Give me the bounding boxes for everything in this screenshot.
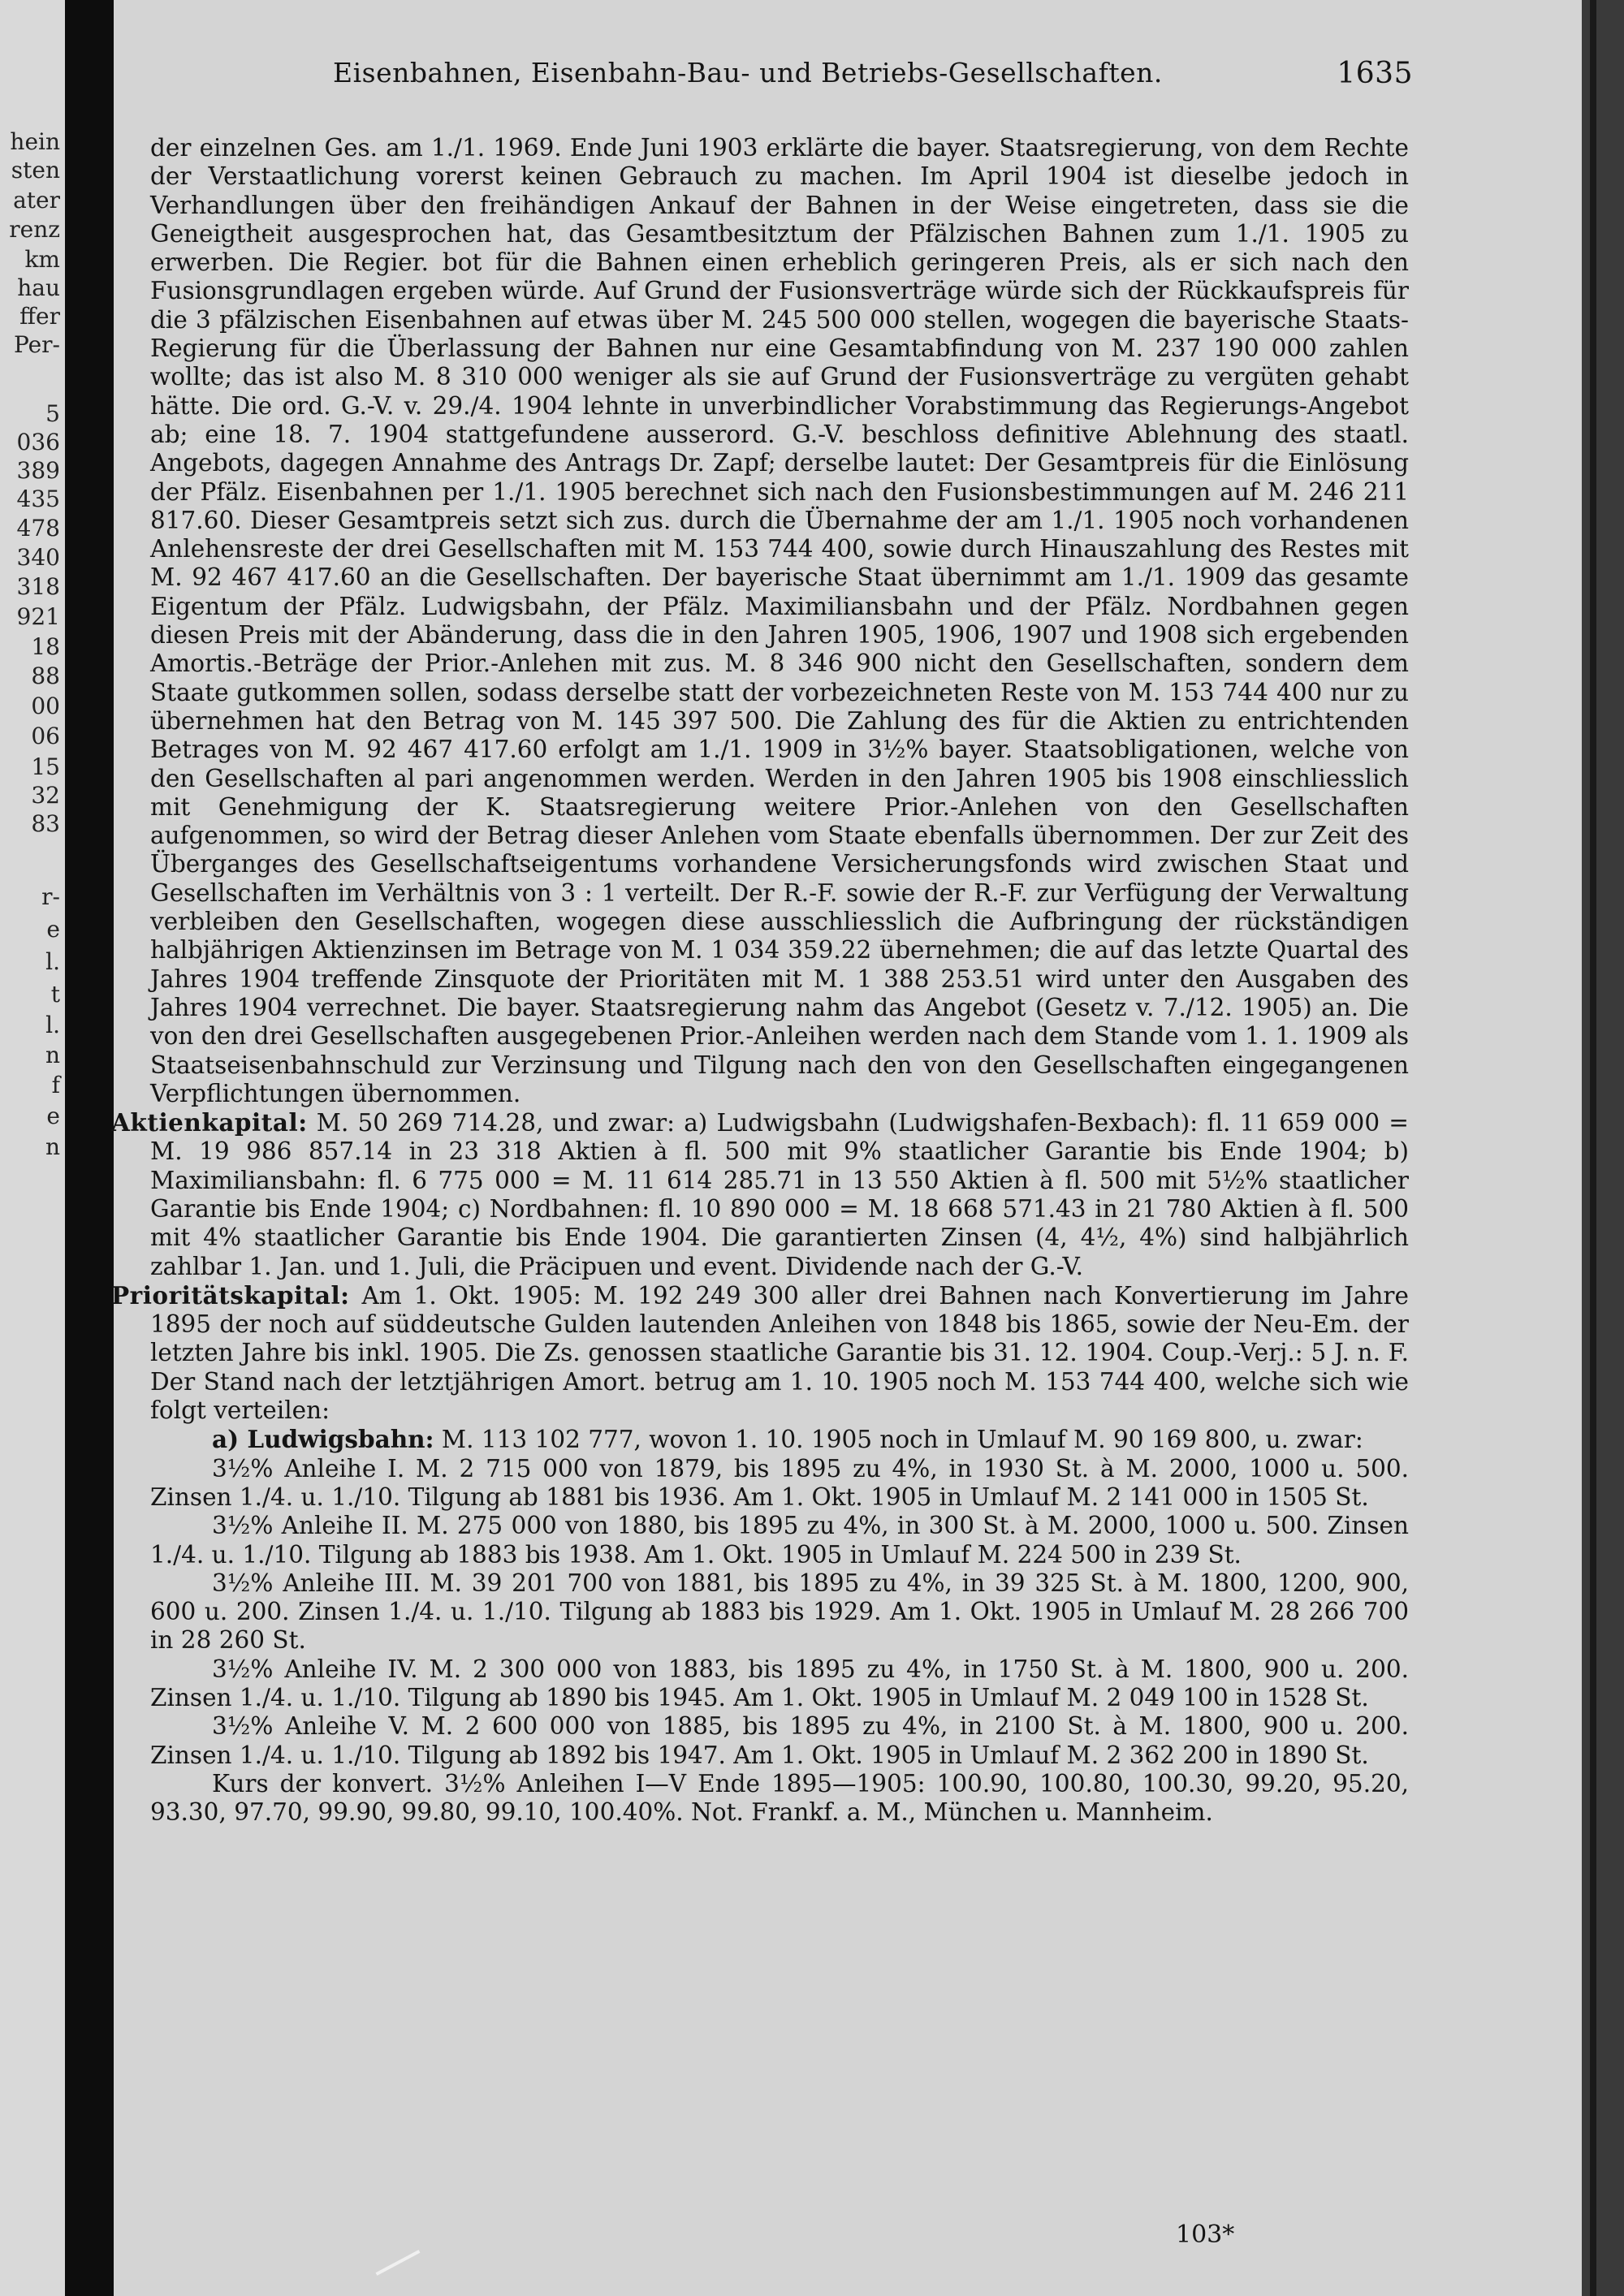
previous-page-fragment: e bbox=[46, 1103, 60, 1129]
ludwigsbahn-text: M. 113 102 777, wovon 1. 10. 1905 noch in Umlauf M. 90 169 800, u. zwar: bbox=[441, 1426, 1363, 1454]
previous-page-fragment: 15 bbox=[31, 753, 60, 780]
previous-page-fragment: Per- bbox=[14, 331, 60, 358]
previous-page-fragment: renz bbox=[9, 216, 60, 243]
signature-mark: 103* bbox=[1176, 2220, 1235, 2249]
previous-page-fragment: r- bbox=[41, 883, 60, 910]
previous-page-fragment: 06 bbox=[31, 723, 60, 749]
previous-page-fragment: 921 bbox=[16, 603, 60, 630]
previous-page-fragment: 435 bbox=[16, 486, 60, 512]
anleihe-entry: 3½% Anleihe I. M. 2 715 000 von 1879, bis 1895 zu 4%, in 1930 St. à M. 2000, 1000 u. 500. Zinsen 1./4. u. 1./10. Tilgung ab 1881 bis 1936. Am 1. Okt. 1905 in Umlauf M. 2 141 000 in 1505 St. bbox=[150, 1454, 1409, 1511]
running-title: Eisenbahnen, Eisenbahn-Bau- und Betriebs-Gesellschaften. bbox=[333, 57, 1163, 88]
previous-page-fragment: 318 bbox=[16, 573, 60, 600]
anleihe-entry: 3½% Anleihe III. M. 39 201 700 von 1881, bis 1895 zu 4%, in 39 325 St. à M. 1800, 1200, 900, 600 u. 200. Zinsen 1./4. u. 1./10. Tilgung ab 1883 bis 1929. Am 1. Okt. 1905 in Umlauf M. 28 266 700 in 28 260 St. bbox=[150, 1569, 1409, 1655]
prioritaetskapital-text: Am 1. Okt. 1905: M. 192 249 300 aller drei Bahnen nach Konvertierung im Jahre 1895 der noch auf süddeutsche Gulden lautenden Anleihen von 1848 bis 1865, sowie der Neu-Em. der letzten Jahre bis inkl. 1905. Die Zs. genossen staatliche Garantie bis 31. 12. 1904. Coup.-Verj.: 5 J. n. F. Der Stand nach der letztjährigen Amort. betrug am 1. 10. 1905 noch M. 153 744 400, welche sich wie folgt verteilen: bbox=[150, 1281, 1409, 1425]
previous-page-fragment: l. bbox=[45, 948, 60, 975]
previous-page-fragment: e bbox=[46, 916, 60, 943]
ludwigsbahn-heading bbox=[150, 1425, 1409, 1454]
previous-page-fragment: 32 bbox=[31, 782, 60, 809]
anleihe-entry: 3½% Anleihe IV. M. 2 300 000 von 1883, bis 1895 zu 4%, in 1750 St. à M. 1800, 900 u. 200. Zinsen 1./4. u. 1./10. Tilgung ab 1890 bis 1945. Am 1. Okt. 1905 in Umlauf M. 2 049 100 in 1528 St. bbox=[150, 1655, 1409, 1712]
aktienkapital-text: M. 50 269 714.28, und zwar: a) Ludwigsbahn (Ludwigshafen-Bexbach): fl. 11 659 000 = M. 19 986 857.14 in 23 318 Aktien à fl. 500 mit 9% staatlicher Garantie bis Ende 1904; b) Maximiliansbahn: fl. 6 775 000 = M. 11 614 285.71 in 13 550 Aktien à fl. 500 mit 5½% staatlicher Garantie bis Ende 1904; c) Nordbahnen: fl. 10 890 000 = M. 18 668 571.43 in 21 780 Aktien à fl. 500 mit 4% staatlicher Garantie bis Ende 1904. Die garantierten Zinsen (4, 4½, 4%) sind halbjährlich zahlbar 1. Jan. und 1. Juli, die Präcipuen und event. Dividende nach der G.-V. bbox=[150, 1109, 1409, 1280]
body-text bbox=[111, 134, 1409, 1828]
previous-page-fragment: ater bbox=[13, 187, 60, 214]
previous-page-fragment: 389 bbox=[16, 457, 60, 484]
previous-page-fragment: t bbox=[50, 981, 60, 1008]
book-gutter bbox=[65, 0, 114, 2296]
page-edge bbox=[1582, 0, 1624, 2296]
ludwigsbahn-label: a) Ludwigsbahn: bbox=[212, 1425, 434, 1454]
previous-page-fragment: hau bbox=[17, 274, 60, 301]
previous-page-fragment: km bbox=[24, 246, 60, 273]
anleihe-entry: 3½% Anleihe V. M. 2 600 000 von 1885, bis 1895 zu 4%, in 2100 St. à M. 1800, 900 u. 200. Zinsen 1./4. u. 1./10. Tilgung ab 1892 bis 1947. Am 1. Okt. 1905 in Umlauf M. 2 362 200 in 1890 St. bbox=[150, 1712, 1409, 1769]
previous-page-fragment: sten bbox=[11, 157, 60, 183]
previous-page-fragment: 340 bbox=[16, 544, 60, 571]
kurs-paragraph: Kurs der konvert. 3½% Anleihen I—V Ende 1895—1905: 100.90, 100.80, 100.30, 99.20, 95.20, 93.30, 97.70, 99.90, 99.80, 99.10, 100.40%. Not. Frankf. a. M., München u. Mannheim. bbox=[150, 1769, 1409, 1827]
anleihe-entry: 3½% Anleihe II. M. 275 000 von 1880, bis 1895 zu 4%, in 300 St. à M. 2000, 1000 u. 500. Zinsen 1./4. u. 1./10. Tilgung ab 1883 bis 1938. Am 1. Okt. 1905 in Umlauf M. 224 500 in 239 St. bbox=[150, 1512, 1409, 1569]
previous-page-fragment: ffer bbox=[19, 303, 60, 330]
prioritaetskapital-section bbox=[111, 1281, 1409, 1425]
previous-page-fragment: 036 bbox=[16, 429, 60, 455]
running-head bbox=[211, 57, 1413, 89]
prioritaetskapital-label: Prioritätskapital: bbox=[111, 1280, 350, 1310]
previous-page-fragment: hein bbox=[10, 128, 60, 155]
previous-page-fragment: 88 bbox=[31, 662, 60, 689]
previous-page-fragment: f bbox=[51, 1072, 60, 1098]
intro-paragraph: der einzelnen Ges. am 1./1. 1969. Ende Juni 1903 erklärte die bayer. Staatsregierung, von dem Rechte der Verstaatlichung vorerst keinen Gebrauch zu machen. Im April 1904 ist dieselbe jedoch in Verhandlungen über den freihändigen Ankauf der Bahnen in der Weise eingetreten, dass sie die Geneigtheit ausgesprochen hat, das Gesamtbesitztum der Pfälzischen Bahnen zum 1./1. 1905 zu erwerben. Die Regier. bot für die Bahnen einen erheblich geringeren Preis, als er sich nach den Fusionsgrundlagen ergeben würde. Auf Grund der Fusionsverträge würde sich der Rückkaufspreis für die 3 pfälzischen Eisenbahnen auf etwas über M. 245 500 000 stellen, wogegen die bayerische Staats-Regierung für die Überlassung der Bahnen nur eine Gesamtabfindung von M. 237 190 000 zahlen wollte; das ist also M. 8 310 000 weniger als sie auf Grund der Fusionsverträge zu vergüten gehabt hätte. Die ord. G.-V. v. 29./4. 1904 lehnte in unverbindlicher Vorabstimmung das Regierungs-Angebot ab; eine 18. 7. 1904 stattgefundene ausserord. G.-V. beschloss definitive Ablehnung des staatl. Angebots, dagegen Annahme des Antrags Dr. Zapf; derselbe lautet: Der Gesamtpreis für die Einlösung der Pfälz. Eisenbahnen per 1./1. 1905 berechnet sich nach den Fusionsbestimmungen auf M. 246 211 817.60. Dieser Gesamtpreis setzt sich zus. durch die Übernahme der am 1./1. 1905 noch vorhandenen Anlehensreste der drei Gesellschaften mit M. 153 744 400, sowie durch Hinauszahlung des Restes mit M. 92 467 417.60 an die Gesellschaften. Der bayerische Staat übernimmt am 1./1. 1909 das gesamte Eigentum der Pfälz. Ludwigsbahn, der Pfälz. Maximiliansbahn und der Pfälz. Nordbahnen gegen diesen Preis mit der Abänderung, dass die in den Jahren 1905, 1906, 1907 und 1908 sich ergebenden Amortis.-Beträge der Prior.-Anlehen mit zus. M. 8 346 900 nicht den Gesellschaften, sondern dem Staate gutkommen sollen, sodass derselbe statt der vorbezeichneten Reste von M. 153 744 400 nur zu übernehmen hat den Betrag von M. 145 397 500. Die Zahlung des für die Aktien zu entrichtenden Betrages von M. 92 467 417.60 erfolgt am 1./1. 1909 in 3½% bayer. Staatsobligationen, welche von den Gesellschaften al pari angenommen werden. Werden in den Jahren 1905 bis 1908 einschliesslich mit Genehmigung der K. Staatsregierung weitere Prior.-Anlehen von den Gesellschaften aufgenommen, so wird der Betrag dieser Anlehen vom Staate ebenfalls übernommen. Der zur Zeit des Überganges des Gesellschaftseigentums vorhandene Versicherungsfonds wird zwischen Staat und Gesellschaften im Verhältnis von 3 : 1 verteilt. Der R.-F. sowie der R.-F. zur Verfügung der Verwaltung verbleiben den Gesellschaften, wogegen diese ausschliesslich die Aufbringung der rückständigen halbjährigen Aktienzinsen im Betrage von M. 1 034 359.22 übernehmen; die auf das letzte Quartal des Jahres 1904 treffende Zinsquote der Prioritäten mit M. 1 388 253.51 wird unter den Ausgaben des Jahres 1904 verrechnet. Die bayer. Staatsregierung nahm das Angebot (Gesetz v. 7./12. 1905) an. Die von den drei Gesellschaften ausgegebenen Prior.-Anleihen werden nach dem Stande vom 1. 1. 1909 als Staatseisenbahnschuld zur Verzinsung und Tilgung nach den von den Gesellschaften eingegangenen Verpflichtungen übernommen. bbox=[150, 134, 1409, 1107]
previous-page-fragment: 83 bbox=[31, 810, 60, 837]
previous-page-fragment: n bbox=[45, 1042, 60, 1068]
previous-page-fragment: l. bbox=[45, 1012, 60, 1038]
previous-page-fragment: 18 bbox=[31, 633, 60, 660]
previous-page-strip bbox=[0, 0, 65, 2296]
aktienkapital-label: Aktienkapital: bbox=[111, 1108, 308, 1137]
previous-page-fragment: 5 bbox=[45, 400, 60, 427]
previous-page-fragment: 00 bbox=[31, 693, 60, 719]
page-number: 1635 bbox=[1337, 57, 1413, 90]
previous-page-fragment: 478 bbox=[16, 515, 60, 542]
aktienkapital-section bbox=[111, 1108, 1409, 1281]
previous-page-fragment: n bbox=[45, 1133, 60, 1160]
